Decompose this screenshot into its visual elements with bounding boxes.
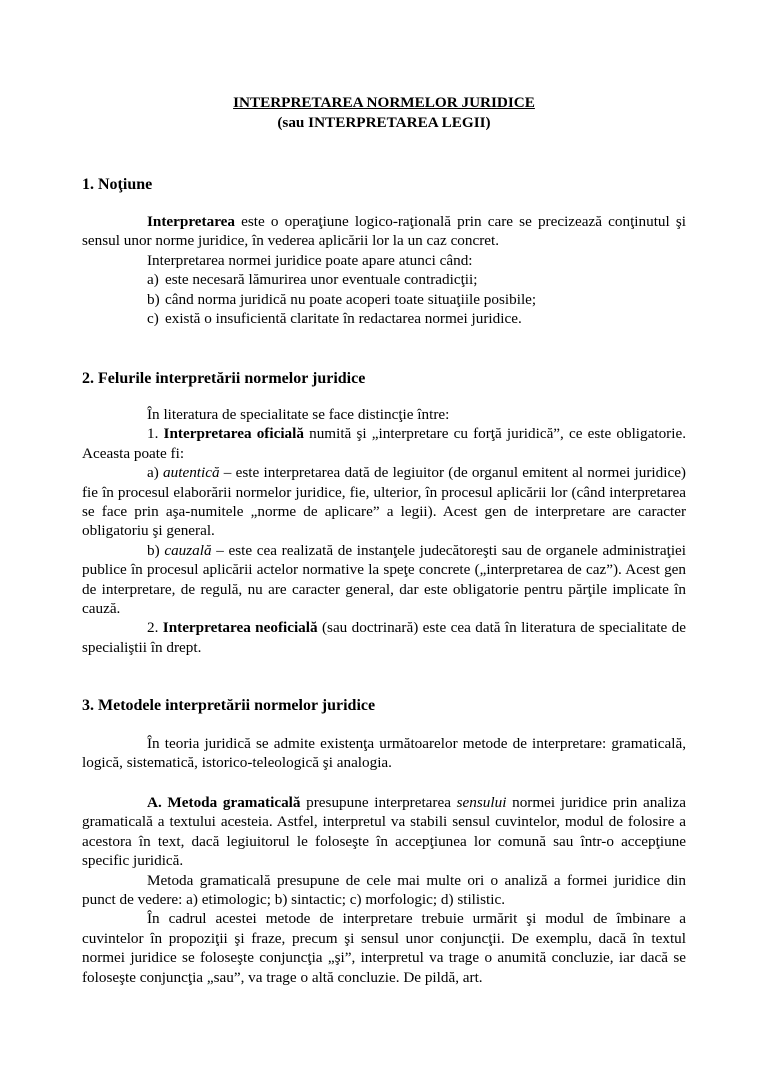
- section-heading-metodele: 3. Metodele interpretării normelor juridice: [82, 697, 376, 714]
- list-text: când norma juridică nu poate acoperi toate situaţiile posibile;: [165, 290, 537, 308]
- paragraph: În literatura de specialitate se face distincţie între:: [147, 406, 450, 423]
- bold-term: Interpretarea oficială: [163, 425, 304, 443]
- list-item: [82, 309, 686, 328]
- item-label: b): [147, 541, 165, 559]
- list-label: c): [147, 310, 159, 328]
- italic-term: sensului: [456, 794, 507, 811]
- section-body-metodele: [82, 734, 686, 773]
- paragraph-text: – este interpretarea dată de legiuitor (de organul emitent al normei juridice) fie în procesul elaborării normelor juridice, fie, ulterior, în procesul aplicării lor (când interpretarea se face prin aşa-numitele „norme de aplicare” a legii). Acest gen de interpretare are caracter obligatoriu şi general.: [82, 464, 686, 540]
- paragraph: [82, 424, 686, 463]
- section-body-felurile: [82, 405, 686, 657]
- paragraph: [82, 463, 686, 541]
- paragraph-text: (sau doctrinară) este cea dată în literatura de specialitate de specialiştii în drept.: [82, 619, 687, 656]
- list-text: există o insuficientă claritate în redactarea normei juridice.: [165, 310, 522, 328]
- section-heading-notiune: 1. Noţiune: [82, 176, 153, 193]
- italic-term: cauzală: [164, 541, 212, 559]
- paragraph-text: normei juridice prin analiza gramaticală a textului acesteia. Astfel, interpretul va stabili sensul cuvintelor, modul de folosire a acestora în text, dacă legiuitorul le foloseşte în accepţiunea lor comună sau într-o accepţiune specific juridică.: [82, 794, 686, 870]
- list-text: este necesară lămurirea unor eventuale contradicţii;: [165, 271, 478, 289]
- list-item: [82, 270, 686, 289]
- section-body-notiune: [82, 212, 686, 328]
- paragraph: Metoda gramaticală presupune de cele mai multe ori o analiză a formei juridice din punct de vedere: a) etimologic; b) sintactic; c) morfologic; d) stilistic.: [82, 871, 686, 909]
- paragraph-text: numită şi „interpretare cu forţă juridică”, ce este obligatorie. Aceasta poate fi:: [82, 425, 686, 462]
- document-title: INTERPRETAREA NORMELOR JURIDICE: [233, 94, 535, 111]
- paragraph: [82, 618, 686, 657]
- section-body-metoda-gramaticala: [82, 793, 686, 987]
- bold-term: Interpretarea neoficială: [162, 619, 318, 637]
- paragraph: În cadrul acestei metode de interpretare trebuie urmărit şi modul de îmbinare a cuvintelor în propoziţii şi fraze, precum şi sensul unor conjuncţii. De exemplu, dacă în textul normei juridice se foloseşte conjuncţia „şi”, interpretul va trage o anumită concluzie, iar dacă se foloseşte conjuncţia „sau”, va trage o altă concluzie. De pildă, art.: [82, 910, 686, 986]
- paragraph: [82, 793, 686, 871]
- paragraph-text: este o operaţiune logico-raţională prin care se precizează conţinutul şi sensul unor norme juridice, în vederea aplicării lor la un caz concret.: [82, 213, 686, 250]
- item-label: a): [147, 464, 164, 482]
- paragraph: Interpretarea normei juridice poate apare atunci când:: [147, 251, 473, 269]
- bold-term: Interpretarea: [147, 213, 236, 230]
- paragraph: [82, 212, 686, 251]
- paragraph-text: presupune interpretarea: [300, 794, 457, 811]
- list-item: [82, 290, 686, 309]
- document-subtitle: (sau INTERPRETAREA LEGII): [277, 114, 491, 131]
- paragraph: În teoria juridică se admite existenţa următoarelor metode de interpretare: gramaticală, logică, sistematică, istorico-teleologică şi analogia.: [82, 735, 686, 772]
- paragraph-text: – este cea realizată de instanţele judecătoreşti sau de organele administraţiei publice în procesul aplicării actelor normative la speţe concrete („interpretarea de caz”). Acest gen de interpretare, de regulă, nu are caracter general, dar este obligatorie pentru părţile implicate în cauză.: [82, 541, 686, 618]
- item-number: 1.: [147, 425, 164, 443]
- list-label: b): [147, 290, 160, 308]
- bold-term: A. Metoda gramaticală: [147, 794, 301, 811]
- paragraph: [82, 541, 686, 619]
- italic-term: autentică: [163, 464, 220, 482]
- item-number: 2.: [147, 619, 163, 637]
- section-heading-felurile: 2. Felurile interpretării normelor juridice: [82, 370, 366, 387]
- list-label: a): [147, 271, 159, 289]
